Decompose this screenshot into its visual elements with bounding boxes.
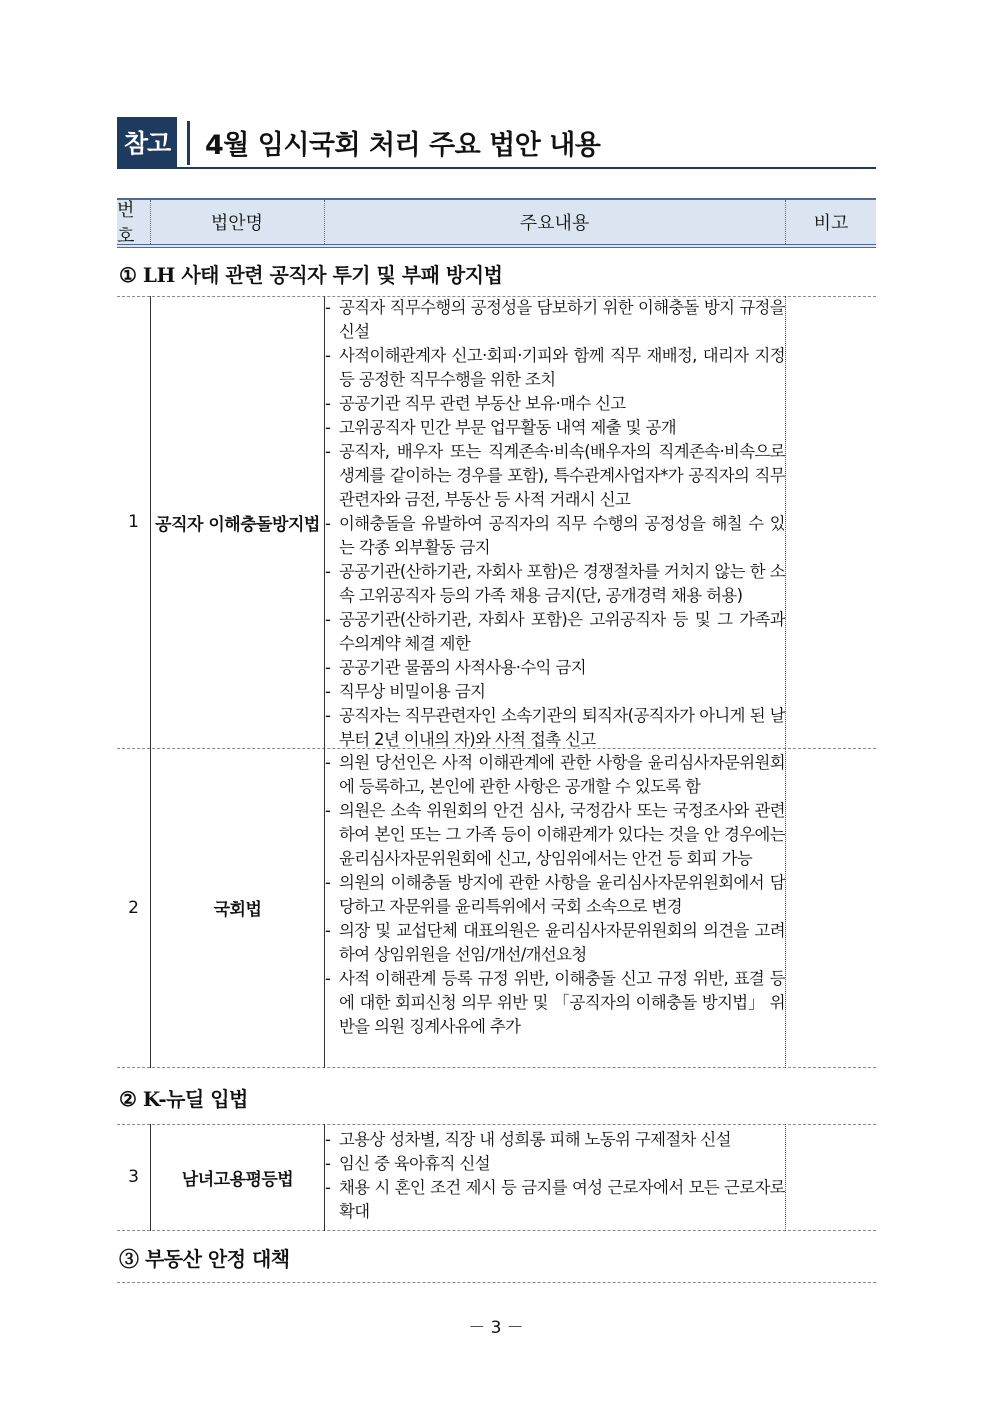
row-divider: [117, 1067, 876, 1068]
row-divider: [117, 1230, 876, 1231]
table-header: [117, 198, 876, 248]
content-item: - 공공기관 물품의 사적사용·수익 금지: [325, 656, 785, 680]
title-underline: [117, 167, 876, 169]
page-number: － 3 －: [468, 1318, 524, 1338]
law-table: [117, 1124, 876, 1231]
law-name: 국회법: [213, 900, 262, 920]
page-title: 4월 임시국회 처리 주요 법안 내용: [205, 130, 601, 161]
content-item: - 의원의 이해충돌 방지에 관한 사항을 윤리심사자문위원회에서 담당하고 자문위를 윤리특위에서 국회 소속으로 변경: [325, 871, 785, 919]
reference-badge: 참고: [117, 117, 177, 167]
content-item: - 사적이해관계자 신고·회피·기피와 함께 직무 재배정, 대리자 지정 등 공정한 직무수행을 위한 조치: [325, 344, 785, 392]
column-divider: [785, 1124, 786, 1231]
section-divider: [117, 1282, 876, 1283]
content-item: - 의장 및 교섭단체 대표의원은 윤리심사자문위원회의 의견을 고려하여 상임위원을 선임/개선/개선요청: [325, 919, 785, 967]
section-heading: ③ 부동산 안정 대책: [119, 1247, 290, 1271]
content-item: - 의원은 소속 위원회의 안건 심사, 국정감사 또는 국정조사와 관련하여 본인 또는 그 가족 등이 이해관계가 있다는 것을 안 경우에는 윤리심사자문위원회에 신고, 상임위에서는 안건 등 회피 가능: [325, 799, 785, 871]
law-table: [117, 296, 876, 1068]
content-item: - 의원 당선인은 사적 이해관계에 관한 사항을 윤리심사자문위원회에 등록하고, 본인에 관한 사항은 공개할 수 있도록 함: [325, 751, 785, 799]
content-item: - 임신 중 육아휴직 신설: [325, 1152, 785, 1176]
content-item: - 이해충돌을 유발하여 공직자의 직무 수행의 공정성을 해칠 수 있는 각종 외부활동 금지: [325, 512, 785, 560]
title-bar: [117, 117, 876, 169]
content-item: - 공공기관 직무 관련 부동산 보유·매수 신고: [325, 392, 785, 416]
content-item: - 공직자 직무수행의 공정성을 담보하기 위한 이해충돌 방지 규정을 신설: [325, 296, 785, 344]
header-no: 번호: [117, 200, 135, 247]
content-item: - 고위공직자 민간 부문 업무활동 내역 제출 및 공개: [325, 416, 785, 440]
content-item: - 공공기관(산하기관, 자회사 포함)은 고위공직자 등 및 그 가족과 수의계약 체결 제한: [325, 608, 785, 656]
title-divider: [187, 121, 190, 165]
content-item: - 공직자는 직무관련자인 소속기관의 퇴직자(공직자가 아니게 된 날부터 2년 이내의 자)와 사적 접촉 신고: [325, 704, 785, 752]
content-item: - 공공기관(산하기관, 자회사 포함)은 경쟁절차를 거치지 않는 한 소속 고위공직자 등의 가족 채용 금지(단, 공개경력 채용 허용): [325, 560, 785, 608]
section-heading: ② K-뉴딜 입법: [119, 1087, 248, 1111]
law-content-list: [325, 296, 785, 752]
law-content-list: [325, 751, 785, 1039]
law-name: 공직자 이해충돌방지법: [155, 514, 320, 535]
content-item: - 사적 이해관계 등록 규정 위반, 이해충돌 신고 규정 위반, 표결 등에 대한 회피신청 의무 위반 및 「공직자의 이해충돌 방지법」 위반을 의원 징계사유에 추가: [325, 967, 785, 1039]
header-note: 비고: [813, 213, 849, 234]
content-item: - 채용 시 혼인 조건 제시 등 금지를 여성 근로자에서 모든 근로자로 확대: [325, 1176, 785, 1224]
header-law-name: 법안명: [210, 213, 264, 234]
row-number: 2: [128, 897, 139, 918]
column-divider: [785, 296, 786, 1068]
content-item: - 고용상 성차별, 직장 내 성희롱 피해 노동위 구제절차 신설: [325, 1128, 785, 1152]
law-name: 남녀고용평등법: [181, 1169, 294, 1190]
header-content: 주요내용: [519, 213, 590, 234]
content-item: - 공직자, 배우자 또는 직계존속·비속(배우자의 직계존속·비속으로 생계를 같이하는 경우를 포함), 특수관계사업자*가 공직자의 직무관련자와 금전, 부동산 등 사적 거래시 신고: [325, 440, 785, 512]
row-number: 1: [128, 512, 139, 532]
section-heading: ① LH 사태 관련 공직자 투기 및 부패 방지법: [119, 263, 503, 287]
row-number: 3: [128, 1167, 139, 1187]
content-item: - 직무상 비밀이용 금지: [325, 680, 785, 704]
law-content-list: [325, 1128, 785, 1224]
